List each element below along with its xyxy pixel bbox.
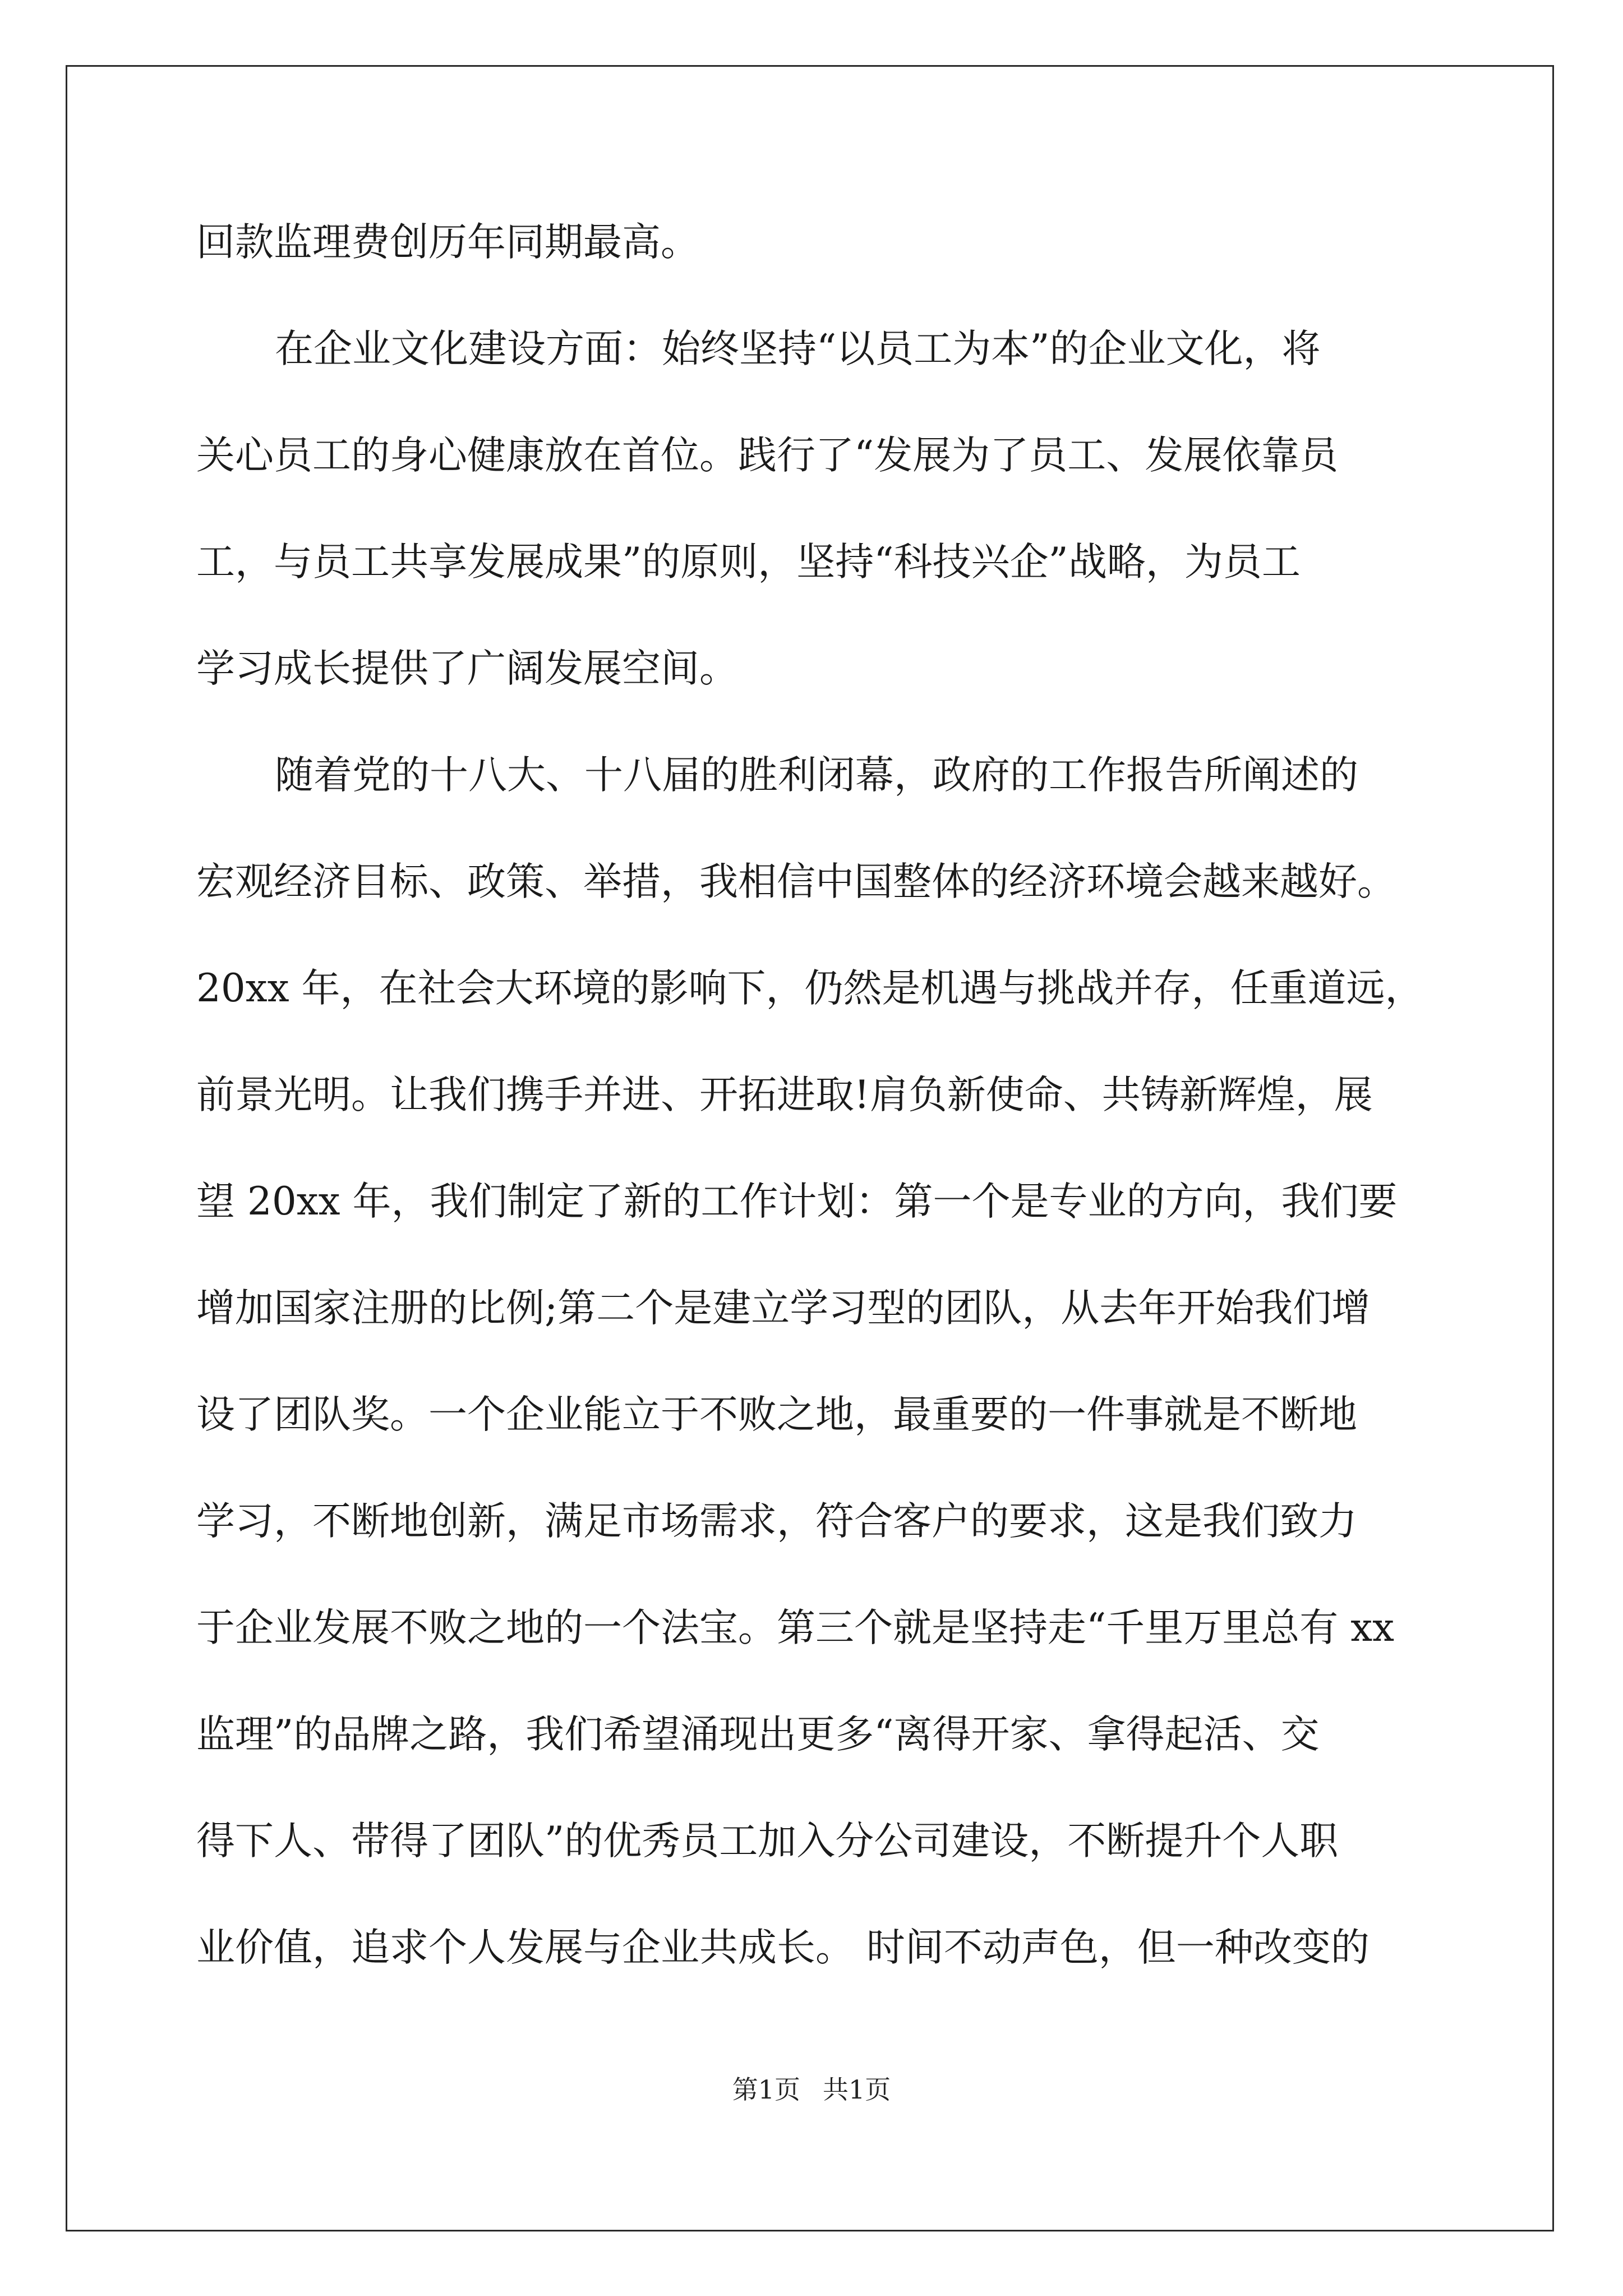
text-line: 业价值，追求个人发展与企业共成长。 时间不动声色，但一种改变的: [196, 1925, 1370, 1970]
text-line: 回款监理费创历年同期最高。: [196, 220, 699, 265]
text-line: 在企业文化建设方面：始终坚持“以员工为本”的企业文化，将: [275, 326, 1321, 371]
text-line: 于企业发展不败之地的一个法宝。第三个就是坚持走“千里万里总有 xx: [196, 1605, 1395, 1650]
text-line: 前景光明。让我们携手并进、开拓进取!肩负新使命、共铸新辉煌，展: [196, 1073, 1373, 1117]
text-line: 关心员工的身心健康放在首位。践行了“发展为了员工、发展依靠员: [196, 433, 1339, 478]
text-line: 增加国家注册的比例;第二个是建立学习型的团队，从去年开始我们增: [196, 1286, 1371, 1331]
text-line: 得下人、带得了团队”的优秀员工加入分公司建设，不断提升个人职: [196, 1819, 1339, 1864]
text-line: 工，与员工共享发展成果”的原则，坚持“科技兴企”战略，为员工: [196, 540, 1301, 585]
text-line: 望 20xx 年，我们制定了新的工作计划：第一个是专业的方向，我们要: [196, 1179, 1398, 1224]
text-line: 20xx 年，在社会大环境的影响下，仍然是机遇与挑战并存，任重道远，: [196, 966, 1424, 1011]
text-line: 学习成长提供了广阔发展空间。: [196, 646, 738, 691]
page-number: 第1页: [732, 2074, 800, 2105]
text-line: 宏观经济目标、政策、举措，我相信中国整体的经济环境会越来越好。: [196, 859, 1396, 904]
text-line: 学习，不断地创新，满足市场需求，符合客户的要求，这是我们致力: [196, 1499, 1357, 1544]
document-body: [196, 197, 1430, 2009]
page-count: 共1页: [823, 2074, 891, 2105]
text-line: 监理”的品牌之路，我们希望涌现出更多“离得开家、拿得起活、交: [196, 1712, 1320, 1757]
text-line: 设了团队奖。一个企业能立于不败之地，最重要的一件事就是不断地: [196, 1392, 1357, 1437]
page-footer: [0, 2073, 1623, 2106]
text-line: 随着党的十八大、十八届的胜利闭幕，政府的工作报告所阐述的: [275, 753, 1358, 798]
